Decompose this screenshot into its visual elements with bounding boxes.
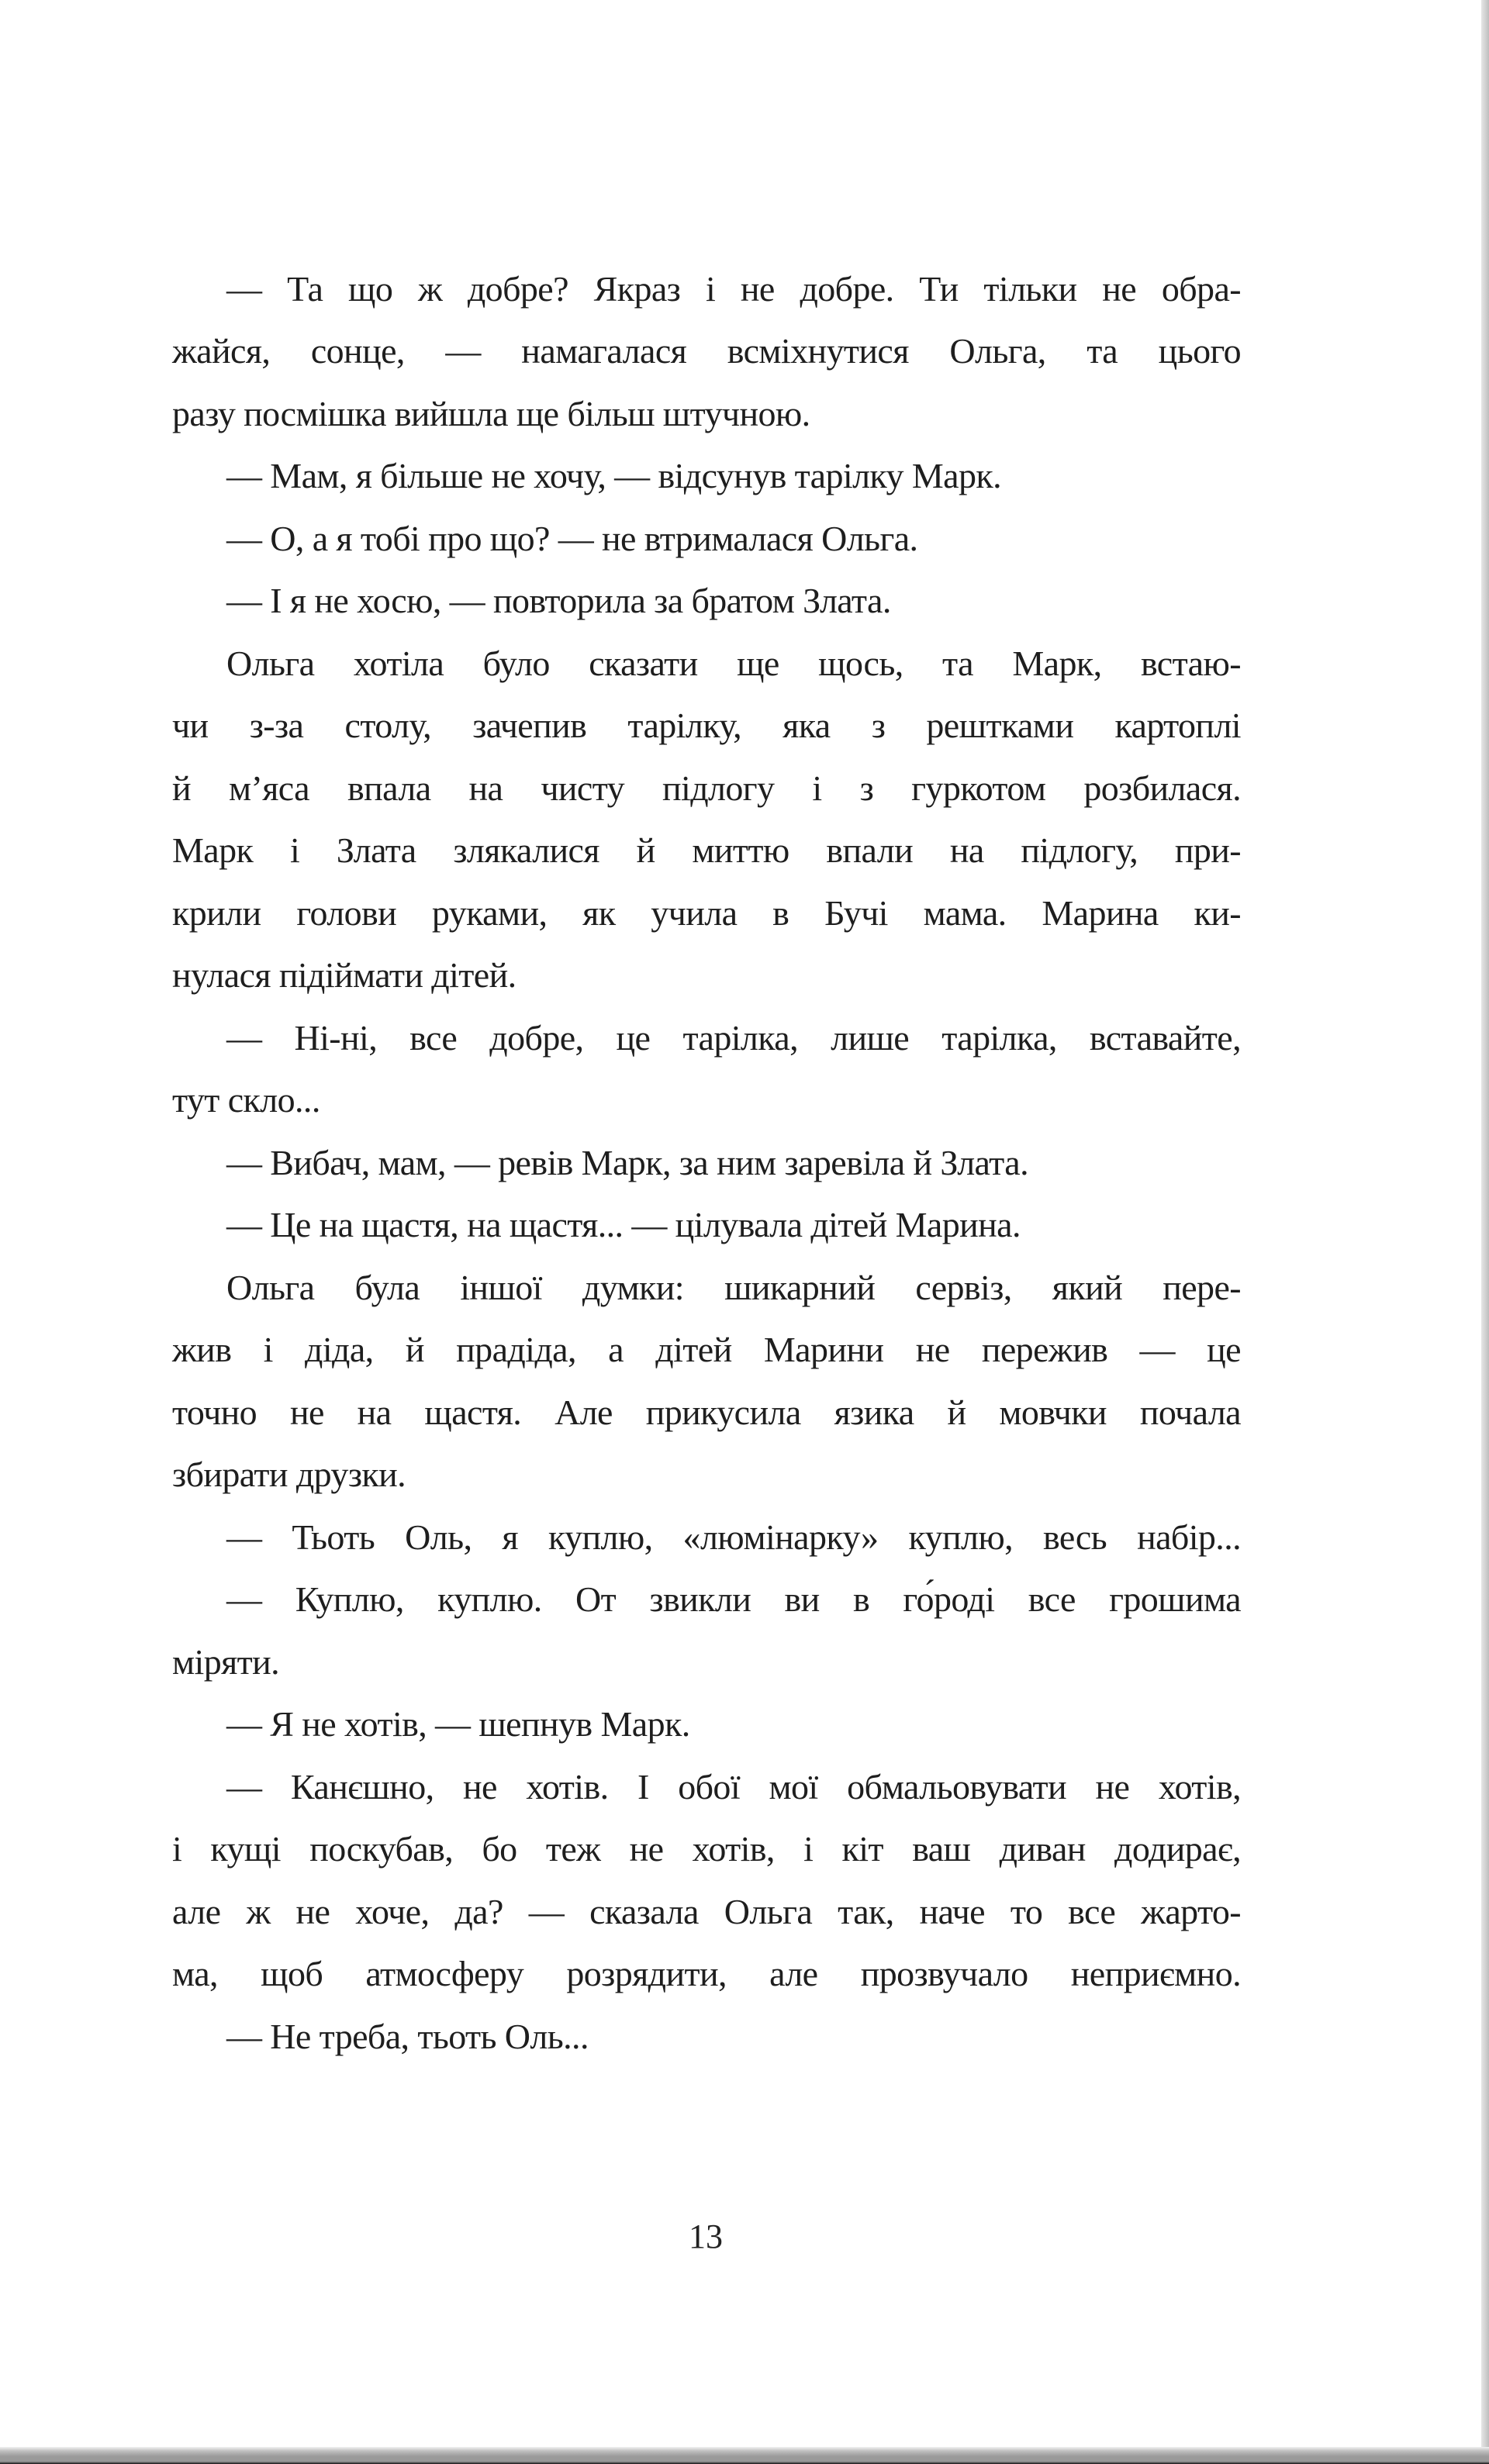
text-line: точно не на щастя. Але прикусила язика й мовчки почала bbox=[172, 1392, 1241, 1432]
text-line: жив і діда, й прадіда, а дітей Марини не пережив — це bbox=[172, 1330, 1241, 1369]
text-line: — Не треба, тьоть Оль... bbox=[226, 2017, 589, 2056]
text-line: але ж не хоче, да? — сказала Ольга так, наче то все жарто- bbox=[172, 1892, 1241, 1931]
text-line: жайся, сонце, — намагалася всміхнутися Ольга, та цього bbox=[172, 331, 1241, 371]
text-line: й м’яса впала на чисту підлогу і з гуркотом розбилася. bbox=[172, 768, 1241, 808]
text-line: Ольга була іншої думки: шикарний сервіз, який пере- bbox=[226, 1268, 1241, 1307]
text-line: міряти. bbox=[172, 1642, 280, 1682]
text-line: ма, щоб атмосферу розрядити, але прозвучало неприємно. bbox=[172, 1954, 1241, 1993]
text-line: чи з-за столу, зачепив тарілку, яка з рештками картоплі bbox=[172, 706, 1241, 745]
page-bottom-edge bbox=[0, 2447, 1489, 2464]
page-right-edge bbox=[1481, 0, 1489, 2464]
text-line: — О, а я тобі про що? — не втрималася Ольга. bbox=[226, 519, 918, 558]
text-line: — Та що ж добре? Якраз і не добре. Ти тільки не обра- bbox=[226, 269, 1241, 309]
text-line: тут скло... bbox=[172, 1080, 320, 1120]
page-number: 13 bbox=[689, 2217, 723, 2255]
text-line: нулася підіймати дітей. bbox=[172, 955, 516, 995]
text-line: — Куплю, куплю. От звикли ви в го́роді все грошима bbox=[226, 1579, 1241, 1619]
text-line: збирати друзки. bbox=[172, 1455, 406, 1494]
text-line: — Тьоть Оль, я куплю, «люмінарку» куплю, весь набір... bbox=[226, 1517, 1241, 1557]
text-line: — Мам, я більше не хочу, — відсунув тарілку Марк. bbox=[226, 456, 1001, 495]
text-line: разу посмішка вийшла ще більш штучною. bbox=[172, 394, 810, 433]
text-line: — Канєшно, не хотів. І обої мої обмальовувати не хотів, bbox=[226, 1767, 1241, 1807]
text-line: — Я не хотів, — шепнув Марк. bbox=[226, 1704, 690, 1744]
text-line: — Ні-ні, все добре, це тарілка, лише тарілка, вставайте, bbox=[226, 1018, 1241, 1058]
text-line: — І я не хосю, — повторила за братом Злата. bbox=[226, 581, 891, 620]
text-line: крили голови руками, як учила в Бучі мама. Марина ки- bbox=[172, 893, 1241, 933]
text-line: і кущі поскубав, бо теж не хотів, і кіт ваш диван додирає, bbox=[172, 1829, 1241, 1869]
text-line: — Вибач, мам, — ревів Марк, за ним заревіла й Злата. bbox=[226, 1143, 1028, 1182]
text-line: Ольга хотіла було сказати ще щось, та Марк, встаю- bbox=[226, 644, 1241, 683]
text-line: — Це на щастя, на щастя... — цілувала дітей Марина. bbox=[226, 1205, 1021, 1244]
text-line: Марк і Злата злякалися й миттю впали на підлогу, при- bbox=[172, 830, 1241, 870]
